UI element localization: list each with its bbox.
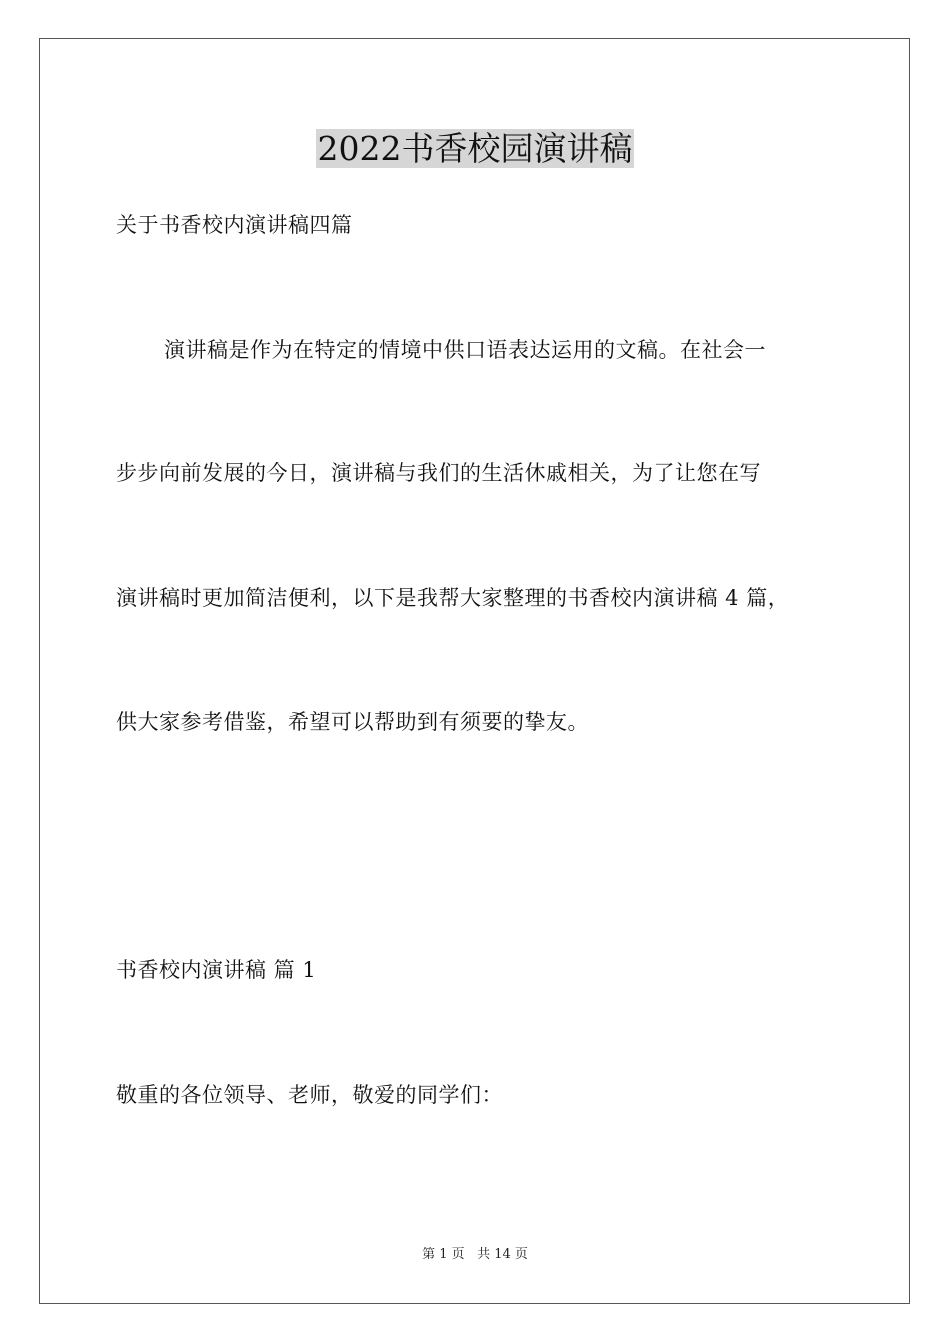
intro-line-4: 供大家参考借鉴，希望可以帮助到有须要的挚友。 [116,710,589,734]
intro-line-2: 步步向前发展的今日，演讲稿与我们的生活休戚相关，为了让您在写 [116,461,761,485]
page-total: 共 14 页 [477,1247,528,1262]
intro-line-1: 演讲稿是作为在特定的情境中供口语表达运用的文稿。在社会一 [164,338,766,362]
section-heading: 书香校内演讲稿 篇 1 [116,958,317,982]
page-number: 第 1 页 [422,1247,465,1262]
page-footer [0,1246,950,1264]
greeting-line: 敬重的各位领导、老师，敬爱的同学们： [116,1083,503,1107]
document-title-row [0,128,950,170]
intro-line-3: 演讲稿时更加简洁便利，以下是我帮大家整理的书香校内演讲稿 4 篇， [116,586,790,610]
document-title: 2022书香校园演讲稿 [317,129,633,168]
document-subtitle: 关于书香校内演讲稿四篇 [116,213,353,237]
